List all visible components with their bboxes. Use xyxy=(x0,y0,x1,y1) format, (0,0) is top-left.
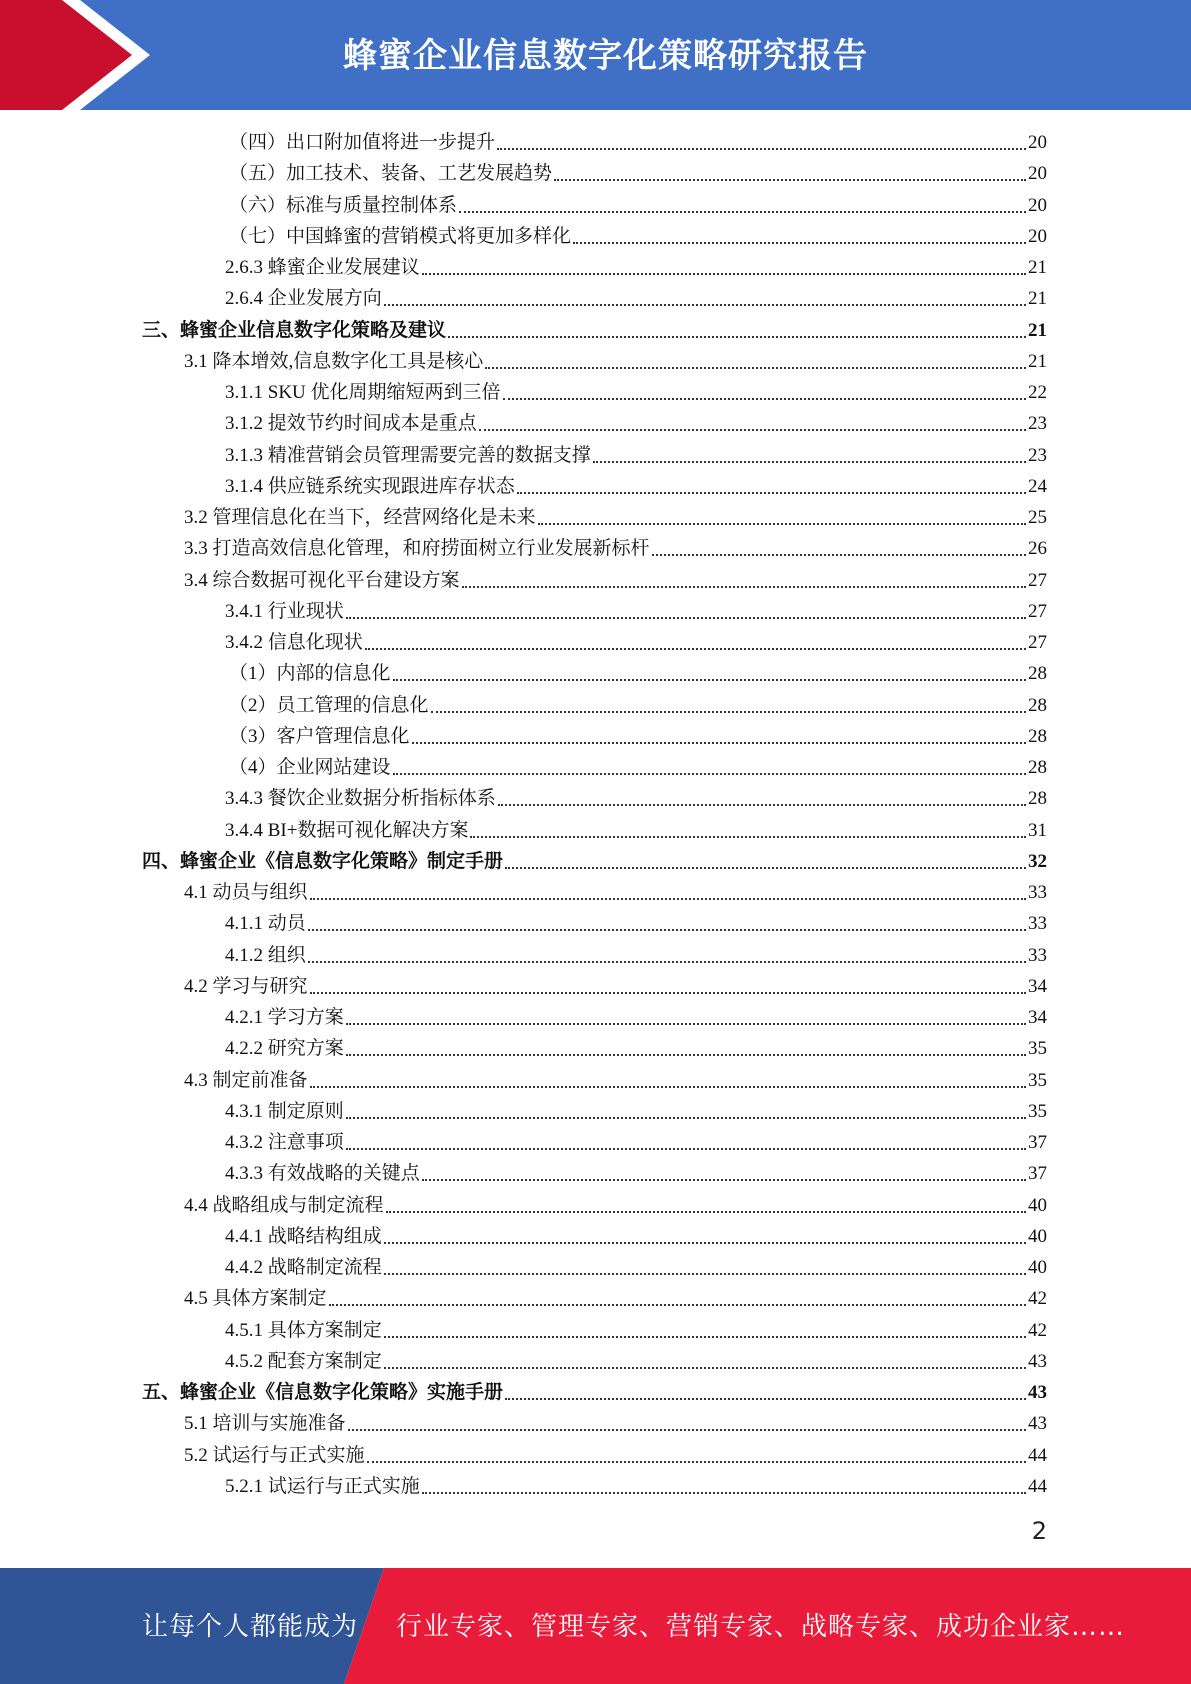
toc-entry-label: （六）标准与质量控制体系 xyxy=(229,194,458,216)
toc-entry-page: 31 xyxy=(1028,819,1047,841)
toc-entry[interactable] xyxy=(229,721,1047,752)
toc-entry[interactable] xyxy=(225,440,1047,471)
toc-entry[interactable] xyxy=(142,315,1047,346)
toc-leader-dots xyxy=(346,1054,1026,1056)
toc-leader-dots xyxy=(384,1336,1026,1338)
toc-entry-page: 28 xyxy=(1028,663,1047,685)
toc-entry-page: 26 xyxy=(1028,538,1047,560)
toc-entry-label: 3.3 打造高效信息化管理，和府捞面树立行业发展新标杆 xyxy=(184,538,650,560)
toc-entry-label: （四）出口附加值将进一步提升 xyxy=(229,132,496,153)
toc-leader-dots xyxy=(384,1242,1026,1244)
toc-entry[interactable] xyxy=(225,940,1047,971)
toc-leader-dots xyxy=(652,554,1026,556)
toc-leader-dots xyxy=(310,1086,1026,1088)
toc-entry-label: 4.5.1 具体方案制定 xyxy=(225,1319,382,1341)
toc-entry-label: 4.2.1 学习方案 xyxy=(225,1007,344,1028)
toc-leader-dots xyxy=(346,1117,1026,1119)
toc-entry-page: 33 xyxy=(1028,913,1047,935)
toc-entry[interactable] xyxy=(229,752,1047,783)
toc-entry[interactable] xyxy=(225,408,1047,439)
toc-leader-dots xyxy=(346,1148,1026,1150)
toc-entry-page: 34 xyxy=(1028,1007,1047,1028)
toc-entry-page: 24 xyxy=(1028,475,1047,497)
toc-leader-dots xyxy=(422,273,1026,275)
footer-banner xyxy=(0,1568,1191,1684)
toc-entry[interactable] xyxy=(225,283,1047,314)
toc-entry-label: 5.2 试运行与正式实施 xyxy=(184,1444,365,1466)
toc-entry[interactable] xyxy=(229,127,1047,158)
toc-entry-page: 40 xyxy=(1028,1225,1047,1247)
toc-entry-label: 4.4.2 战略制定流程 xyxy=(225,1257,382,1278)
toc-leader-dots xyxy=(384,304,1026,306)
toc-leader-dots xyxy=(498,804,1026,806)
toc-entry[interactable] xyxy=(142,846,1047,877)
toc-entry-page: 28 xyxy=(1028,757,1047,778)
toc-entry[interactable] xyxy=(225,1127,1047,1158)
toc-leader-dots xyxy=(346,617,1026,619)
toc-leader-dots xyxy=(346,1023,1026,1025)
toc-leader-dots xyxy=(505,1398,1026,1400)
toc-leader-dots xyxy=(393,773,1026,775)
toc-entry-label: 五、蜂蜜企业《信息数字化策略》实施手册 xyxy=(142,1382,504,1403)
toc-entry[interactable] xyxy=(225,783,1047,814)
toc-leader-dots xyxy=(479,429,1026,431)
toc-entry-label: 4.1.1 动员 xyxy=(225,913,306,935)
toc-entry-page: 33 xyxy=(1028,882,1047,903)
toc-leader-dots xyxy=(431,711,1026,713)
toc-entry[interactable] xyxy=(225,1033,1047,1064)
toc-entry-page: 43 xyxy=(1028,1350,1047,1372)
toc-entry-page: 20 xyxy=(1028,163,1047,185)
toc-leader-dots xyxy=(310,898,1026,900)
toc-leader-dots xyxy=(503,398,1026,400)
toc-leader-dots xyxy=(422,1492,1026,1494)
toc-entry-label: 3.4.2 信息化现状 xyxy=(225,632,363,653)
toc-entry-page: 42 xyxy=(1028,1319,1047,1341)
toc-leader-dots xyxy=(470,836,1026,838)
toc-leader-dots xyxy=(386,1211,1026,1213)
toc-entry-label: 3.4.1 行业现状 xyxy=(225,600,344,622)
toc-entry-label: 4.3.3 有效战略的关键点 xyxy=(225,1163,420,1185)
toc-entry-page: 34 xyxy=(1028,975,1047,997)
toc-entry-page: 22 xyxy=(1028,382,1047,403)
toc-entry-label: 4.3.1 制定原则 xyxy=(225,1100,344,1122)
toc-entry-label: 3.1.3 精准营销会员管理需要完善的数据支撑 xyxy=(225,444,591,466)
toc-entry[interactable] xyxy=(225,1221,1047,1252)
toc-leader-dots xyxy=(538,523,1026,525)
toc-entry-page: 43 xyxy=(1028,1413,1047,1435)
toc-entry-label: 5.1 培训与实施准备 xyxy=(184,1413,346,1435)
toc-entry-page: 25 xyxy=(1028,507,1047,528)
toc-leader-dots xyxy=(505,867,1026,869)
toc-leader-dots xyxy=(517,492,1026,494)
toc-entry[interactable] xyxy=(225,908,1047,939)
toc-leader-dots xyxy=(393,679,1026,681)
toc-leader-dots xyxy=(554,179,1026,181)
toc-entry[interactable] xyxy=(225,1002,1047,1033)
toc-entry[interactable] xyxy=(225,1158,1047,1189)
toc-entry[interactable] xyxy=(225,471,1047,502)
toc-entry-label: （五）加工技术、装备、工艺发展趋势 xyxy=(229,163,553,185)
toc-entry-label: （4）企业网站建设 xyxy=(229,757,391,778)
toc-entry-label: 四、蜂蜜企业《信息数字化策略》制定手册 xyxy=(142,850,504,872)
toc-entry[interactable] xyxy=(225,596,1047,627)
toc-entry-label: （2）员工管理的信息化 xyxy=(229,694,429,716)
toc-entry[interactable] xyxy=(184,533,1047,564)
toc-entry[interactable] xyxy=(184,346,1047,377)
toc-leader-dots xyxy=(384,1273,1026,1275)
toc-entry[interactable] xyxy=(229,658,1047,689)
toc-leader-dots xyxy=(308,961,1026,963)
toc-entry-label: 三、蜂蜜企业信息数字化策略及建议 xyxy=(142,319,447,341)
toc-entry[interactable] xyxy=(225,815,1047,846)
toc-entry[interactable] xyxy=(184,1408,1047,1439)
toc-entry-page: 33 xyxy=(1028,944,1047,966)
toc-entry[interactable] xyxy=(225,627,1047,658)
toc-entry-label: 2.6.3 蜂蜜企业发展建议 xyxy=(225,257,420,278)
toc-entry-label: 4.3 制定前准备 xyxy=(184,1069,308,1091)
toc-entry-label: 4.2 学习与研究 xyxy=(184,975,308,997)
toc-entry[interactable] xyxy=(142,1377,1047,1408)
toc-entry[interactable] xyxy=(184,1440,1047,1471)
toc-entry-label: 3.2 管理信息化在当下，经营网络化是未来 xyxy=(184,507,536,528)
toc-leader-dots xyxy=(459,211,1026,213)
toc-entry-page: 21 xyxy=(1028,350,1047,372)
toc-entry-page: 28 xyxy=(1028,788,1047,810)
toc-entry-page: 27 xyxy=(1028,569,1047,591)
toc-entry-label: 4.5.2 配套方案制定 xyxy=(225,1350,382,1372)
toc-entry-page: 21 xyxy=(1028,288,1047,310)
toc-entry-label: 4.1 动员与组织 xyxy=(184,882,308,903)
toc-entry-page: 35 xyxy=(1028,1100,1047,1122)
toc-entry-label: （七）中国蜂蜜的营销模式将更加多样化 xyxy=(229,225,572,247)
toc-entry[interactable] xyxy=(225,252,1047,283)
toc-entry-page: 21 xyxy=(1028,257,1047,278)
footer-slogan-right: 行业专家、管理专家、营销专家、战略专家、成功企业家…… xyxy=(396,1612,1126,1642)
toc-entry-page: 20 xyxy=(1028,194,1047,216)
toc-entry[interactable] xyxy=(184,1283,1047,1314)
toc-entry-page: 40 xyxy=(1028,1257,1047,1278)
toc-leader-dots xyxy=(367,1461,1026,1463)
document-title: 蜂蜜企业信息数字化策略研究报告 xyxy=(343,36,868,76)
toc-entry[interactable] xyxy=(225,1471,1047,1502)
toc-leader-dots xyxy=(593,461,1026,463)
toc-entry-page: 37 xyxy=(1028,1132,1047,1153)
toc-leader-dots xyxy=(308,929,1026,931)
toc-entry-page: 40 xyxy=(1028,1194,1047,1216)
toc-entry-label: 4.1.2 组织 xyxy=(225,944,306,966)
toc-leader-dots xyxy=(573,242,1026,244)
toc-leader-dots xyxy=(448,336,1026,338)
toc-leader-dots xyxy=(485,367,1026,369)
toc-entry-label: 4.4.1 战略结构组成 xyxy=(225,1225,382,1247)
toc-entry[interactable] xyxy=(184,1065,1047,1096)
toc-leader-dots xyxy=(422,1179,1026,1181)
toc-entry[interactable] xyxy=(184,502,1047,533)
toc-entry-page: 37 xyxy=(1028,1163,1047,1185)
toc-leader-dots xyxy=(329,1304,1026,1306)
toc-entry-page: 42 xyxy=(1028,1288,1047,1310)
toc-entry-label: 4.5 具体方案制定 xyxy=(184,1288,327,1310)
toc-entry-page: 28 xyxy=(1028,725,1047,747)
toc-entry[interactable] xyxy=(225,1346,1047,1377)
toc-entry-page: 44 xyxy=(1028,1444,1047,1466)
toc-entry[interactable] xyxy=(229,158,1047,189)
toc-entry-page: 28 xyxy=(1028,694,1047,716)
toc-leader-dots xyxy=(462,586,1026,588)
toc-entry[interactable] xyxy=(225,1315,1047,1346)
toc-entry-page: 35 xyxy=(1028,1038,1047,1060)
toc-entry-label: （1）内部的信息化 xyxy=(229,663,391,685)
page-number: 2 xyxy=(1031,1517,1047,1545)
toc-entry-page: 32 xyxy=(1028,850,1047,872)
toc-entry-label: 4.2.2 研究方案 xyxy=(225,1038,344,1060)
toc-entry[interactable] xyxy=(225,377,1047,408)
toc-leader-dots xyxy=(412,742,1026,744)
toc-entry[interactable] xyxy=(229,221,1047,252)
toc-entry-page: 27 xyxy=(1028,600,1047,622)
toc-entry-page: 20 xyxy=(1028,225,1047,247)
toc-entry-label: 3.1.4 供应链系统实现跟进库存状态 xyxy=(225,475,515,497)
toc-entry[interactable] xyxy=(184,565,1047,596)
header-banner xyxy=(0,0,1191,110)
toc-entry[interactable] xyxy=(229,690,1047,721)
toc-entry-label: （3）客户管理信息化 xyxy=(229,725,410,747)
toc-leader-dots xyxy=(384,1367,1026,1369)
toc-entry-label: 3.1 降本增效,信息数字化工具是核心 xyxy=(184,350,484,372)
toc-entry-label: 4.3.2 注意事项 xyxy=(225,1132,344,1153)
toc-leader-dots xyxy=(310,992,1026,994)
toc-entry-page: 23 xyxy=(1028,444,1047,466)
toc-entry-page: 23 xyxy=(1028,413,1047,435)
toc-leader-dots xyxy=(348,1429,1026,1431)
toc-entry-label: 3.4 综合数据可视化平台建设方案 xyxy=(184,569,460,591)
toc-entry-page: 21 xyxy=(1028,319,1047,341)
toc-entry-label: 4.4 战略组成与制定流程 xyxy=(184,1194,384,1216)
toc-entry-page: 20 xyxy=(1028,132,1047,153)
toc-entry[interactable] xyxy=(225,1252,1047,1283)
toc-entry-label: 5.2.1 试运行与正式实施 xyxy=(225,1475,420,1497)
toc-entry-page: 35 xyxy=(1028,1069,1047,1091)
toc-entry-label: 2.6.4 企业发展方向 xyxy=(225,288,382,310)
footer-slogan-left: 让每个人都能成为 xyxy=(142,1612,359,1642)
toc-entry[interactable] xyxy=(184,877,1047,908)
toc-entry-page: 27 xyxy=(1028,632,1047,653)
toc-entry[interactable] xyxy=(225,1096,1047,1127)
toc-leader-dots xyxy=(365,648,1026,650)
toc-entry[interactable] xyxy=(229,190,1047,221)
toc-entry[interactable] xyxy=(184,1190,1047,1221)
toc-entry-page: 43 xyxy=(1028,1382,1047,1403)
toc-entry-page: 44 xyxy=(1028,1475,1047,1497)
toc-entry-label: 3.1.2 提效节约时间成本是重点 xyxy=(225,413,477,435)
toc-entry-label: 3.1.1 SKU 优化周期缩短两到三倍 xyxy=(225,382,501,403)
toc-leader-dots xyxy=(497,148,1026,150)
toc-entry[interactable] xyxy=(184,971,1047,1002)
toc-entry-label: 3.4.3 餐饮企业数据分析指标体系 xyxy=(225,788,496,810)
toc-entry-label: 3.4.4 BI+数据可视化解决方案 xyxy=(225,819,469,841)
